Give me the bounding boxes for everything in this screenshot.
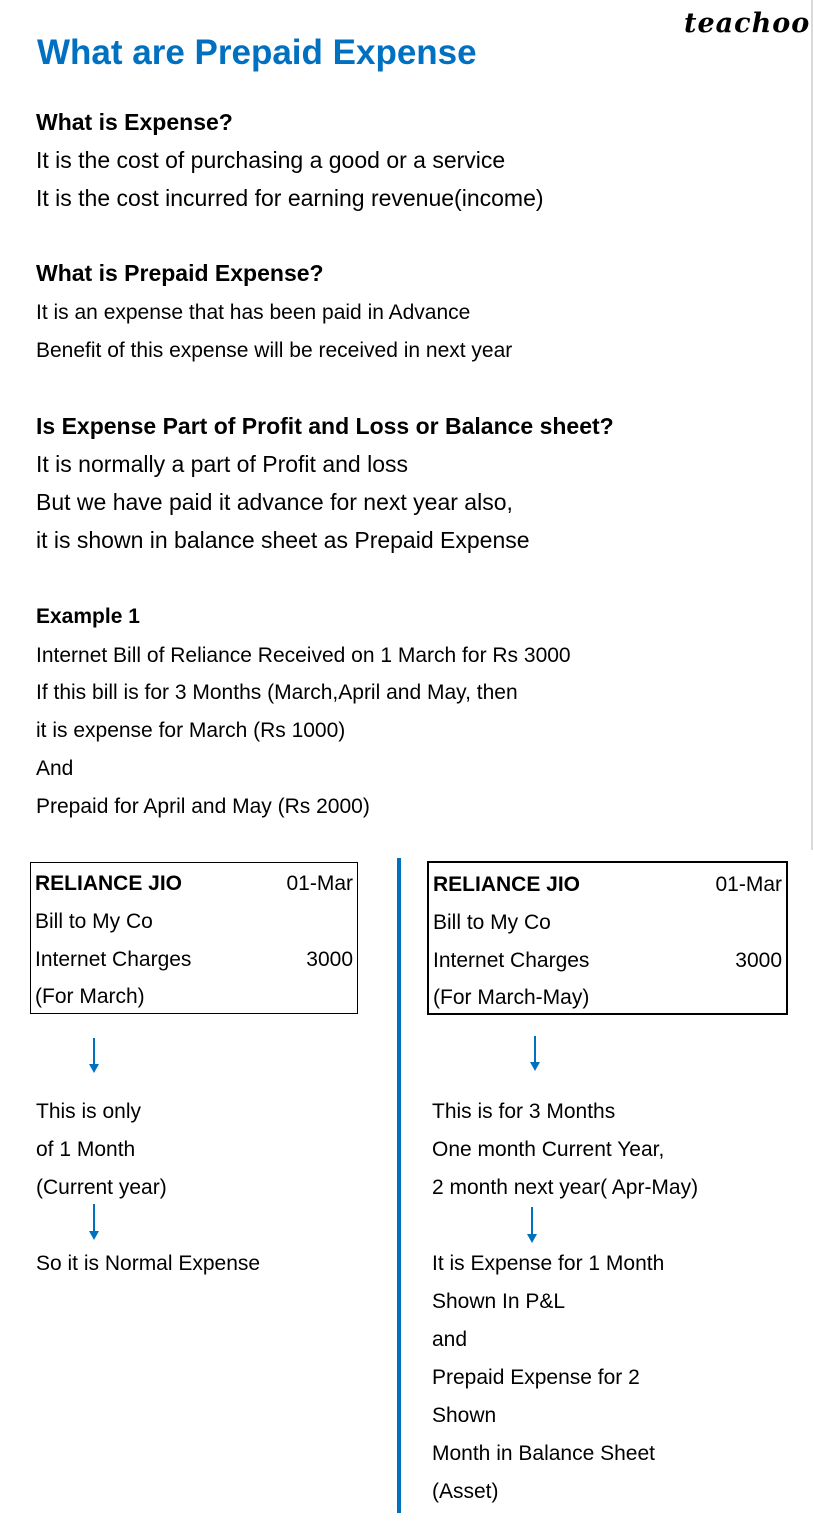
arrow-down-icon bbox=[529, 1036, 541, 1071]
arrow-down-icon bbox=[88, 1204, 100, 1240]
arrow-down-icon bbox=[88, 1038, 100, 1073]
page-title: What are Prepaid Expense bbox=[37, 33, 477, 72]
text-line: Prepaid for April and May (Rs 2000) bbox=[36, 795, 370, 818]
bill-to: Bill to My Co bbox=[433, 911, 551, 934]
note-line: Shown In P&L bbox=[432, 1290, 566, 1313]
text-line: It is normally a part of Profit and loss bbox=[36, 451, 408, 477]
note-line: Prepaid Expense for 2 bbox=[432, 1366, 640, 1389]
note-line: It is Expense for 1 Month bbox=[432, 1252, 665, 1275]
divider-line bbox=[397, 858, 401, 1513]
note-line: (Asset) bbox=[432, 1480, 499, 1503]
bill-amount: 3000 bbox=[306, 948, 353, 971]
bill-period: (For March-May) bbox=[433, 986, 590, 1009]
bill-date: 01-Mar bbox=[715, 873, 782, 896]
bill-date: 01-Mar bbox=[286, 872, 353, 895]
note-line: and bbox=[432, 1328, 468, 1351]
bill-item: Internet Charges bbox=[433, 949, 590, 972]
note-line: Month in Balance Sheet bbox=[432, 1442, 655, 1465]
text-line: It is an expense that has been paid in Advance bbox=[36, 301, 471, 324]
note-line: Shown bbox=[432, 1404, 497, 1427]
bill-box-right bbox=[427, 861, 788, 1015]
text-line: If this bill is for 3 Months (March,April and May, then bbox=[36, 681, 518, 704]
text-line: But we have paid it advance for next year also, bbox=[36, 489, 513, 515]
section-heading: What is Prepaid Expense? bbox=[36, 260, 324, 286]
note-line: This is only bbox=[36, 1100, 142, 1123]
bill-company: RELIANCE JIO bbox=[433, 873, 581, 896]
note-line: This is for 3 Months bbox=[432, 1100, 616, 1123]
text-line: And bbox=[36, 757, 74, 780]
note-conclusion: So it is Normal Expense bbox=[36, 1252, 261, 1275]
text-line: It is the cost of purchasing a good or a service bbox=[36, 147, 506, 173]
bill-period: (For March) bbox=[35, 985, 145, 1008]
note-line: of 1 Month bbox=[36, 1138, 136, 1161]
teachoo-logo: teachoo bbox=[684, 8, 811, 39]
text-line: Internet Bill of Reliance Received on 1 March for Rs 3000 bbox=[36, 644, 571, 667]
note-line: 2 month next year( Apr-May) bbox=[432, 1176, 699, 1199]
text-line: it is expense for March (Rs 1000) bbox=[36, 719, 346, 742]
note-line: (Current year) bbox=[36, 1176, 167, 1199]
text-line: It is the cost incurred for earning revenue(income) bbox=[36, 185, 544, 211]
section-heading: What is Expense? bbox=[36, 109, 233, 135]
text-line: Benefit of this expense will be received in next year bbox=[36, 339, 513, 362]
bill-item: Internet Charges bbox=[35, 948, 192, 971]
bill-box-left bbox=[30, 862, 358, 1014]
bill-to: Bill to My Co bbox=[35, 910, 153, 933]
bill-company: RELIANCE JIO bbox=[35, 872, 183, 895]
text-line: it is shown in balance sheet as Prepaid Expense bbox=[36, 527, 530, 553]
section-heading: Is Expense Part of Profit and Loss or Balance sheet? bbox=[36, 413, 614, 439]
example-heading: Example 1 bbox=[36, 605, 140, 628]
note-line: One month Current Year, bbox=[432, 1138, 665, 1161]
bill-amount: 3000 bbox=[735, 949, 782, 972]
arrow-down-icon bbox=[526, 1207, 538, 1243]
